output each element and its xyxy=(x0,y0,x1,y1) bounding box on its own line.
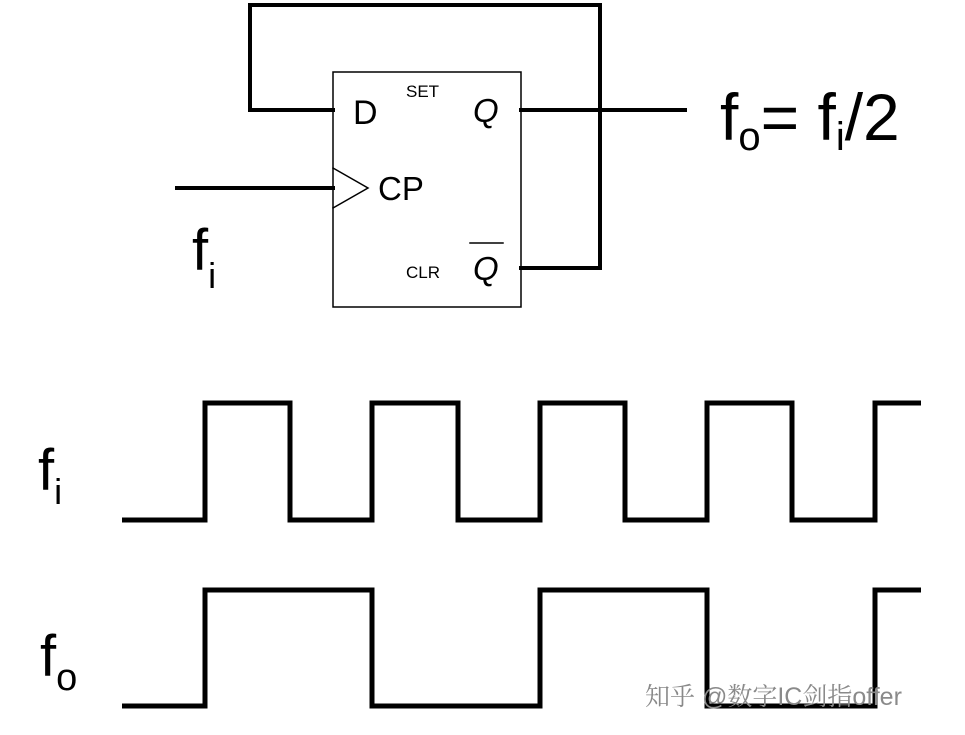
fi-label-base: f xyxy=(38,438,55,503)
waveforms xyxy=(122,403,921,706)
output-equation xyxy=(720,80,900,159)
eq-rhs-sub: i xyxy=(835,115,845,159)
flipflop-circuit xyxy=(177,5,685,307)
input-label-sub: i xyxy=(208,255,217,296)
fi-waveform xyxy=(122,403,921,520)
flipflop-labels xyxy=(353,82,499,287)
eq-lhs-sub: o xyxy=(738,115,761,159)
clock-edge-triangle xyxy=(333,168,368,208)
fo-label-sub: o xyxy=(56,657,78,699)
input-frequency-label xyxy=(192,218,216,296)
fi-waveform-label xyxy=(38,438,62,512)
eq-rhs-base: f xyxy=(817,80,836,154)
q-pin-label: Q xyxy=(473,92,499,129)
fi-label-sub: i xyxy=(54,471,63,512)
set-pin-label: SET xyxy=(406,82,440,101)
cp-pin-label: CP xyxy=(378,170,424,207)
input-label-base: f xyxy=(192,218,209,283)
eq-equals: = xyxy=(760,80,818,154)
eq-lhs-base: f xyxy=(720,80,739,154)
feedback-wire xyxy=(250,5,600,268)
fo-waveform-label xyxy=(40,624,77,699)
clr-pin-label: CLR xyxy=(406,263,441,282)
qbar-pin-label: Q xyxy=(473,250,499,287)
eq-rhs-tail: /2 xyxy=(844,80,900,154)
d-pin-label: D xyxy=(353,94,378,132)
watermark: 知乎 @数字IC剑指offer xyxy=(645,683,902,711)
fo-label-base: f xyxy=(40,624,57,689)
